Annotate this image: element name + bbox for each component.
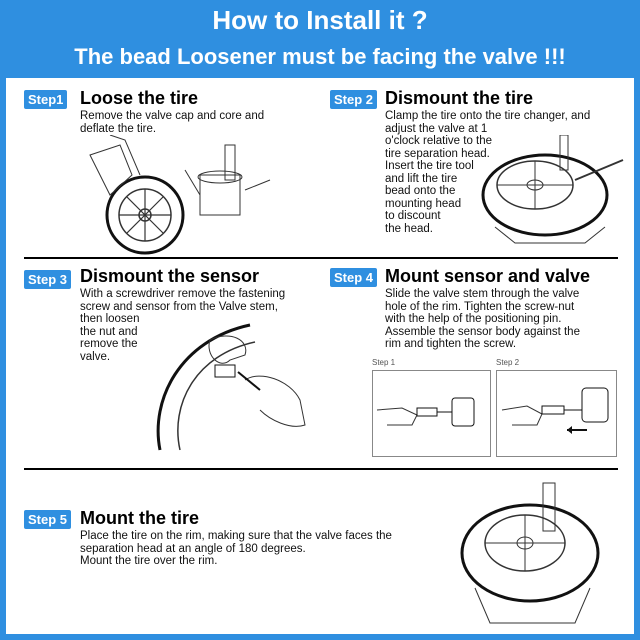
step3-title: Dismount the sensor xyxy=(80,266,260,286)
step1-title: Loose the tire xyxy=(80,88,199,108)
step1-illustration xyxy=(80,135,280,255)
header-banner xyxy=(0,0,640,78)
step2-badge: Step 2 xyxy=(330,90,377,109)
step1-badge: Step1 xyxy=(24,90,67,109)
step2-illustration xyxy=(475,135,625,245)
step5-text: Place the tire on the rim, making sure that the valve faces the separation head at an angle of 180 degrees. Mount the tire over the rim. xyxy=(80,530,392,567)
step4-sub1-label: Step 1 xyxy=(372,358,396,367)
step3-badge: Step 3 xyxy=(24,270,71,289)
step4-text: Slide the valve stem through the valve hole of the rim. Tighten the screw-nut with the help of the positioning pin. Assemble the sensor body against the rim and tighten the screw. xyxy=(385,288,580,350)
step5-illustration xyxy=(455,478,625,628)
step4-badge: Step 4 xyxy=(330,268,377,287)
step4-illustration xyxy=(372,370,618,458)
step4-title: Mount sensor and valve xyxy=(385,266,591,286)
step2-title: Dismount the tire xyxy=(385,88,534,108)
step5-title: Mount the tire xyxy=(80,508,199,528)
step4-sub2-label: Step 2 xyxy=(496,358,520,367)
step1-text: Remove the valve cap and core and deflate the tire. xyxy=(80,110,265,135)
page-title: How to Install it ? xyxy=(212,5,428,35)
step5-badge: Step 5 xyxy=(24,510,71,529)
step3-illustration xyxy=(150,320,320,455)
step3-text: With a screwdriver remove the fastening screw and sensor from the Valve stem, then loosen the nut and remove the valve. xyxy=(80,288,286,363)
divider-top xyxy=(24,257,618,259)
divider-bottom xyxy=(24,468,618,470)
step2-text: Clamp the tire onto the tire changer, and adjust the valve at 1 o'clock relative to the tire separation head. Insert the tire tool and lift the tire bead onto the mounting head to discount the head. xyxy=(385,110,591,235)
page-subtitle: The bead Loosener must be facing the valve !!! xyxy=(74,44,566,69)
